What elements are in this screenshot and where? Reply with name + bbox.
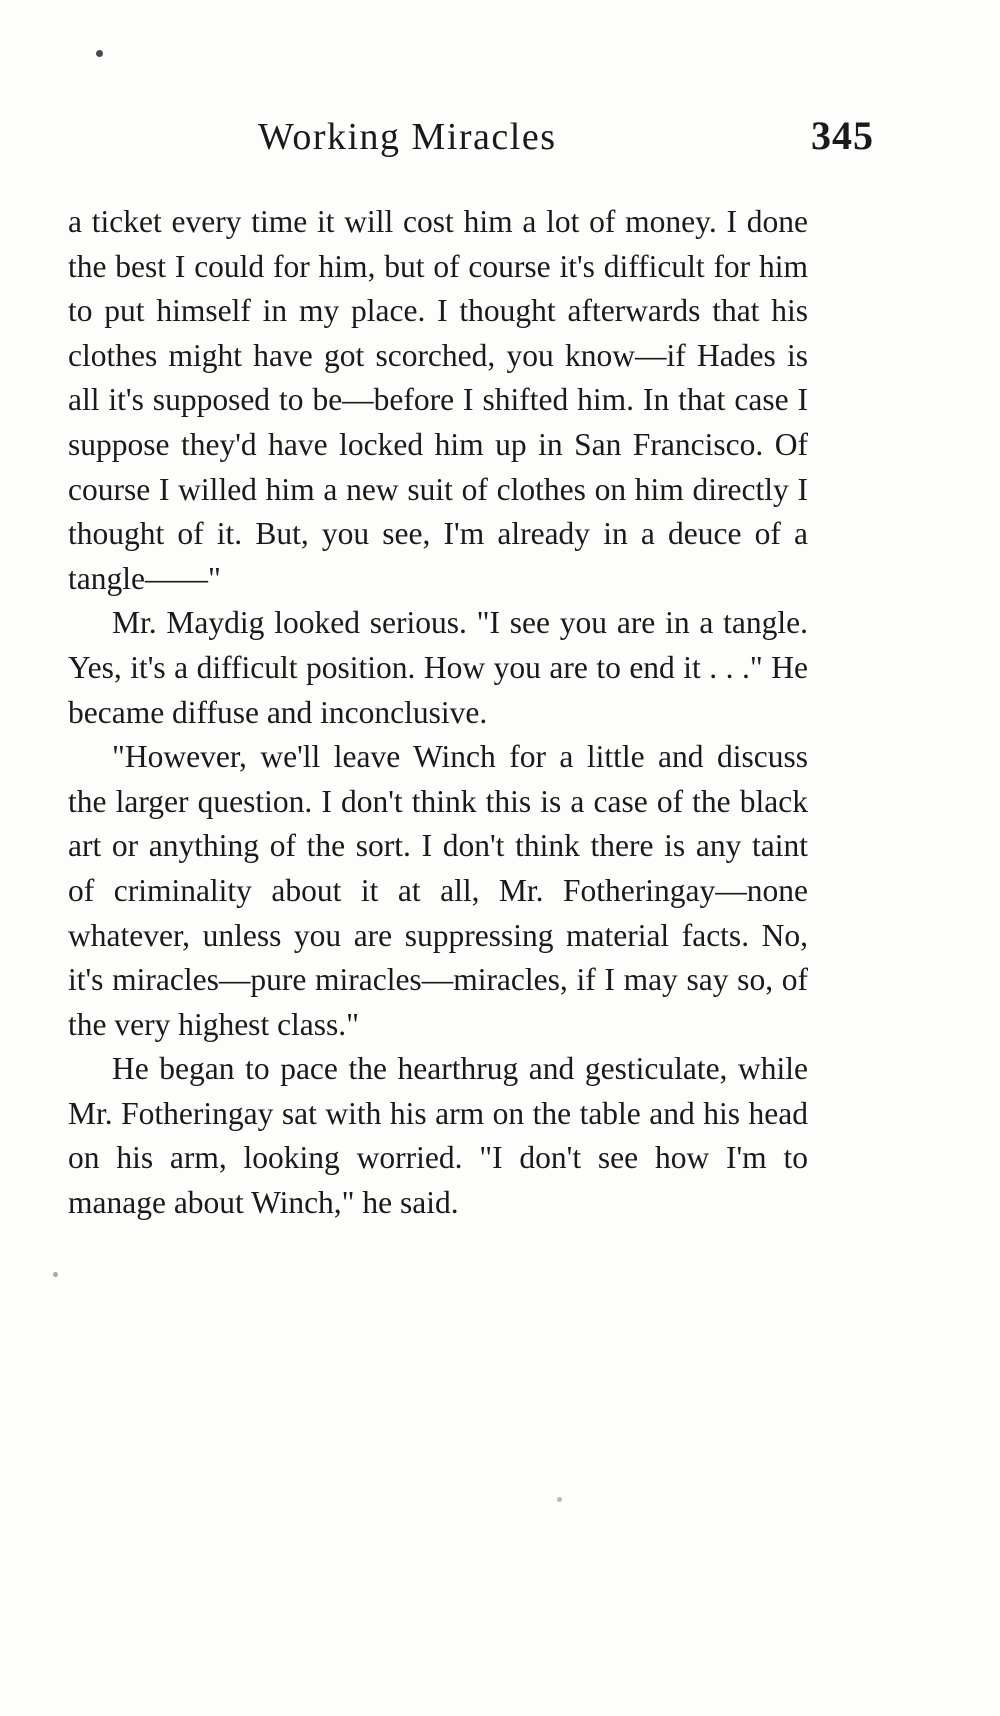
page-number: 345 <box>811 113 874 158</box>
ink-speck-icon <box>53 1272 58 1277</box>
ink-speck-icon <box>557 1497 562 1502</box>
page-title: Working Miracles <box>258 116 557 158</box>
ink-speck-icon <box>96 50 103 57</box>
paragraph: "However, we'll leave Winch for a little and discuss the larger question. I don't think this is a case of the black art or anything of the sort. I don't think there is any taint of criminality about it at all, Mr. Fotheringay—none whatever, unless you are suppressing material facts. No, it's miracles—pure miracles—miracles, if I may say so, of the very highest class." <box>68 739 808 1042</box>
paragraph: a ticket every time it will cost him a lot of money. I done the best I could for him, but of course it's difficult for him to put himself in my place. I thought afterwards that his clothes might have got scorched, you know—if Hades is all it's supposed to be—before I shifted him. In that case I suppose they'd have locked him up in San Francisco. Of course I willed him a new suit of clothes on him directly I thought of it. But, you see, I'm already in a deuce of a tangle——" <box>68 204 808 596</box>
paragraph: He began to pace the hearthrug and gesticulate, while Mr. Fotheringay sat with his arm on the table and his head on his arm, looking worried. "I don't see how I'm to manage about Winch," he said. <box>68 1051 808 1221</box>
body-text <box>68 200 808 1226</box>
running-head <box>68 112 874 159</box>
paragraph: Mr. Maydig looked serious. "I see you are in a tangle. Yes, it's a difficult position. How you are to end it . . ." He became diffuse and inconclusive. <box>68 605 808 730</box>
